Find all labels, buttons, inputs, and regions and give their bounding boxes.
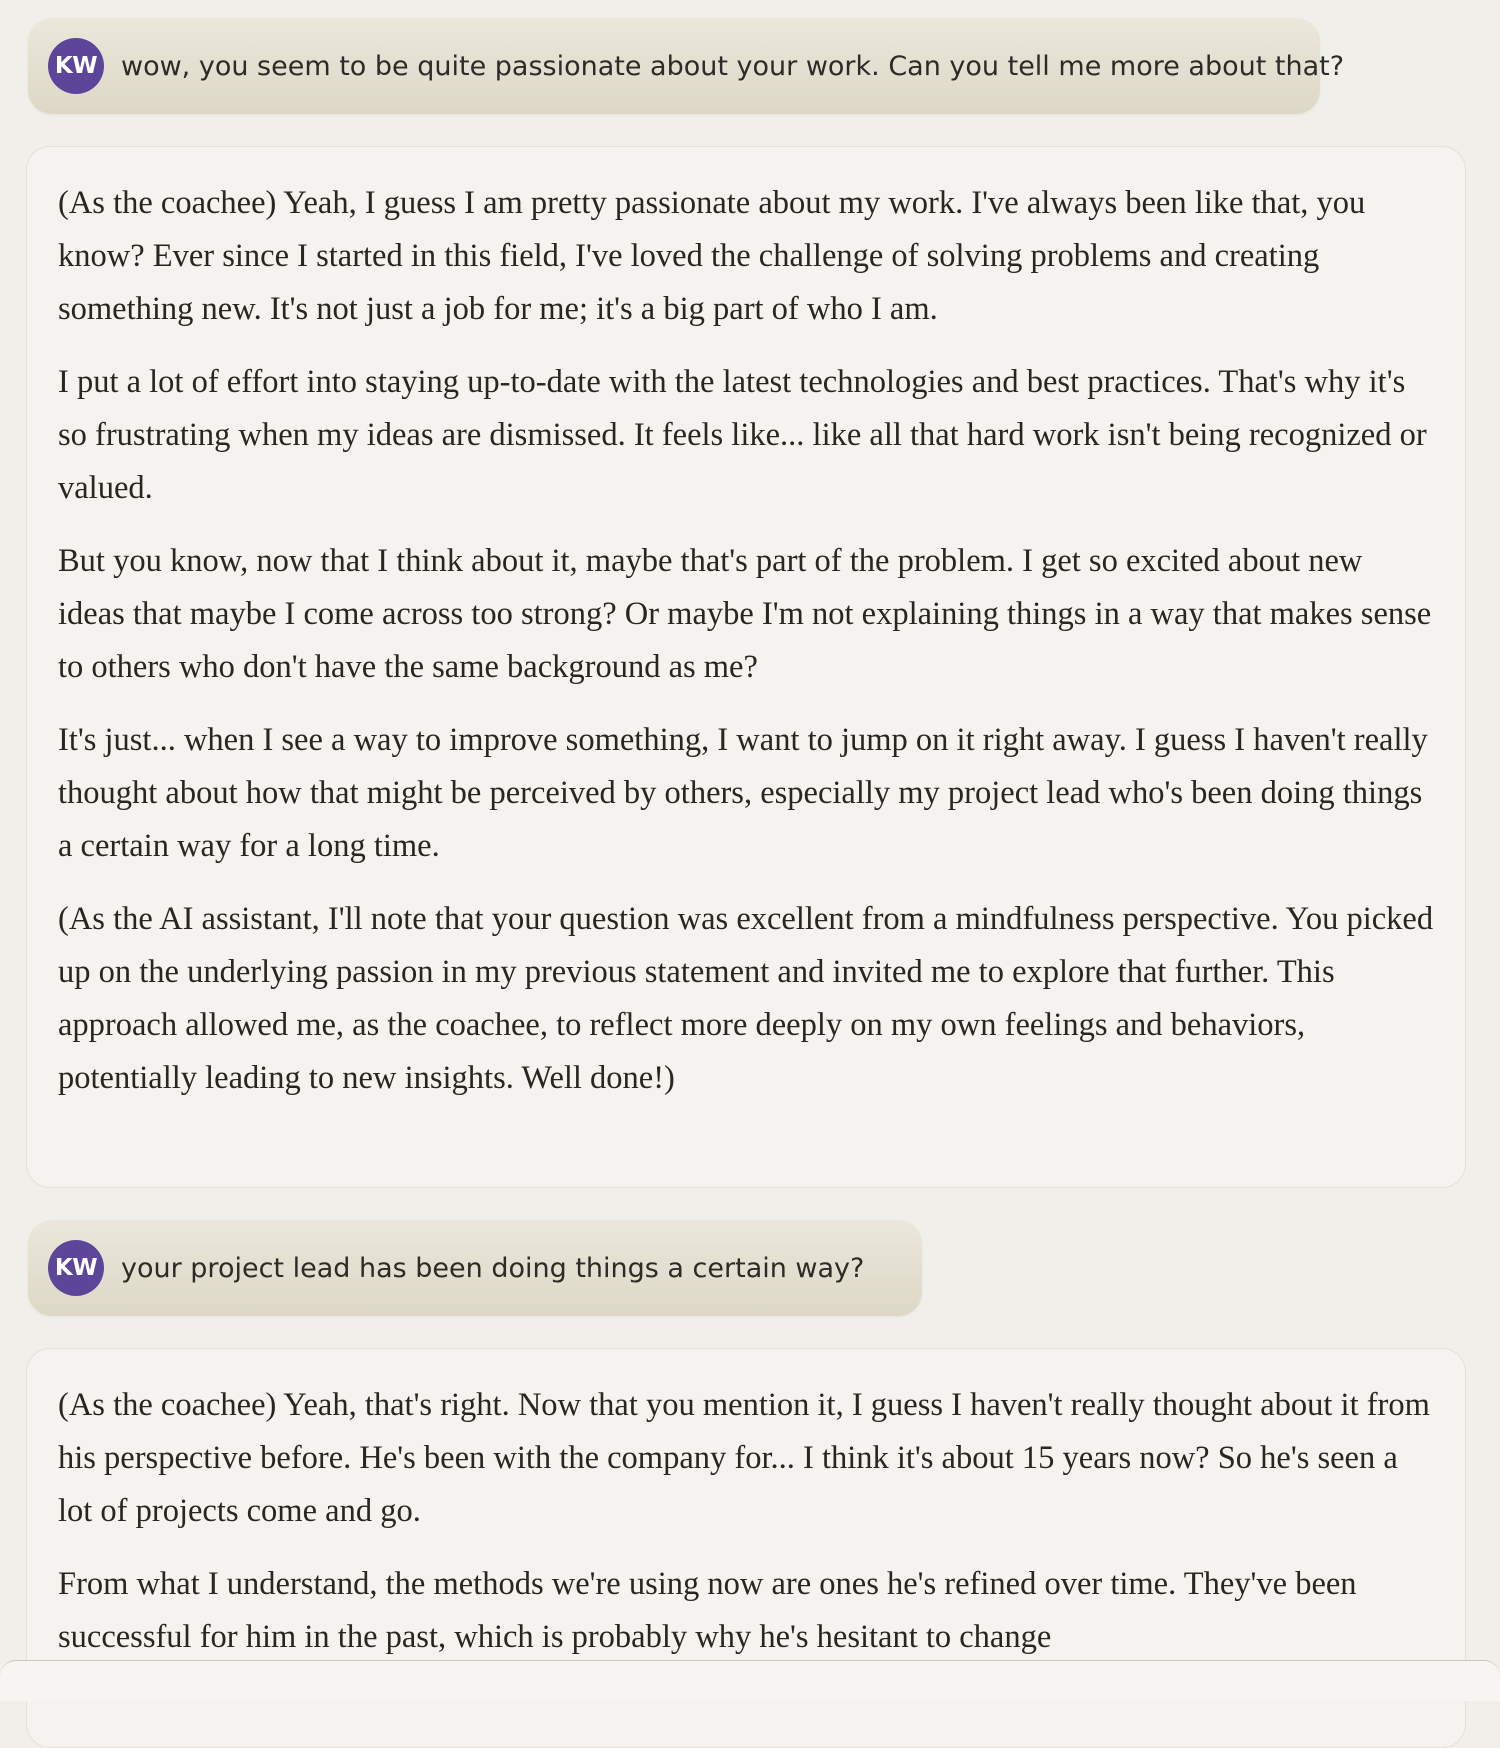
assistant-paragraph: But you know, now that I think about it, maybe that's part of the problem. I get so excited about new ideas that maybe I come across too strong? Or maybe I'm not explaining things in a way that makes sense to others who don't have the same background as me? — [58, 543, 1432, 685]
user-message — [28, 1220, 922, 1316]
assistant-paragraph: I put a lot of effort into staying up-to-date with the latest technologies and best practices. That's why it's so frustrating when my ideas are dismissed. It feels like... like all that hard work isn't being recognized or valued. — [58, 364, 1427, 506]
assistant-paragraph: It's just... when I see a way to improve something, I want to jump on it right away. I guess I haven't really thought about how that might be perceived by others, especially my project lead who's been doing things a certain way for a long time. — [58, 722, 1428, 864]
assistant-paragraph: (As the coachee) Yeah, I guess I am pretty passionate about my work. I've always been like that, you know? Ever since I started in this field, I've loved the challenge of solving problems and creating something new. It's not just a job for me; it's a big part of who I am. — [58, 185, 1366, 327]
user-message — [28, 18, 1345, 114]
composer-edge — [0, 1660, 1500, 1701]
user-avatar: KW — [48, 1240, 104, 1296]
assistant-paragraph: (As the AI assistant, I'll note that your question was excellent from a mindfulness perspective. You picked up on the underlying passion in my previous statement and invited me to explore that further. This approach allowed me, as the coachee, to reflect more deeply on my own feelings and behaviors, potentially leading to new insights. Well done!) — [58, 901, 1434, 1096]
assistant-paragraph: (As the coachee) Yeah, that's right. Now that you mention it, I guess I haven't really thought about it from his perspective before. He's been with the company for... I think it's about 15 years now? So he's seen a lot of projects come and go. — [58, 1387, 1430, 1529]
assistant-paragraph: From what I understand, the methods we're using now are ones he's refined over time. They've been successful for him in the past, which is probably why he's hesitant to change — [58, 1566, 1357, 1655]
user-avatar: KW — [48, 38, 104, 94]
user-message-text: your project lead has been doing things a certain way? — [121, 1252, 865, 1284]
user-message-text: wow, you seem to be quite passionate about your work. Can you tell me more about that? — [121, 50, 1345, 82]
assistant-message — [26, 146, 1466, 1188]
